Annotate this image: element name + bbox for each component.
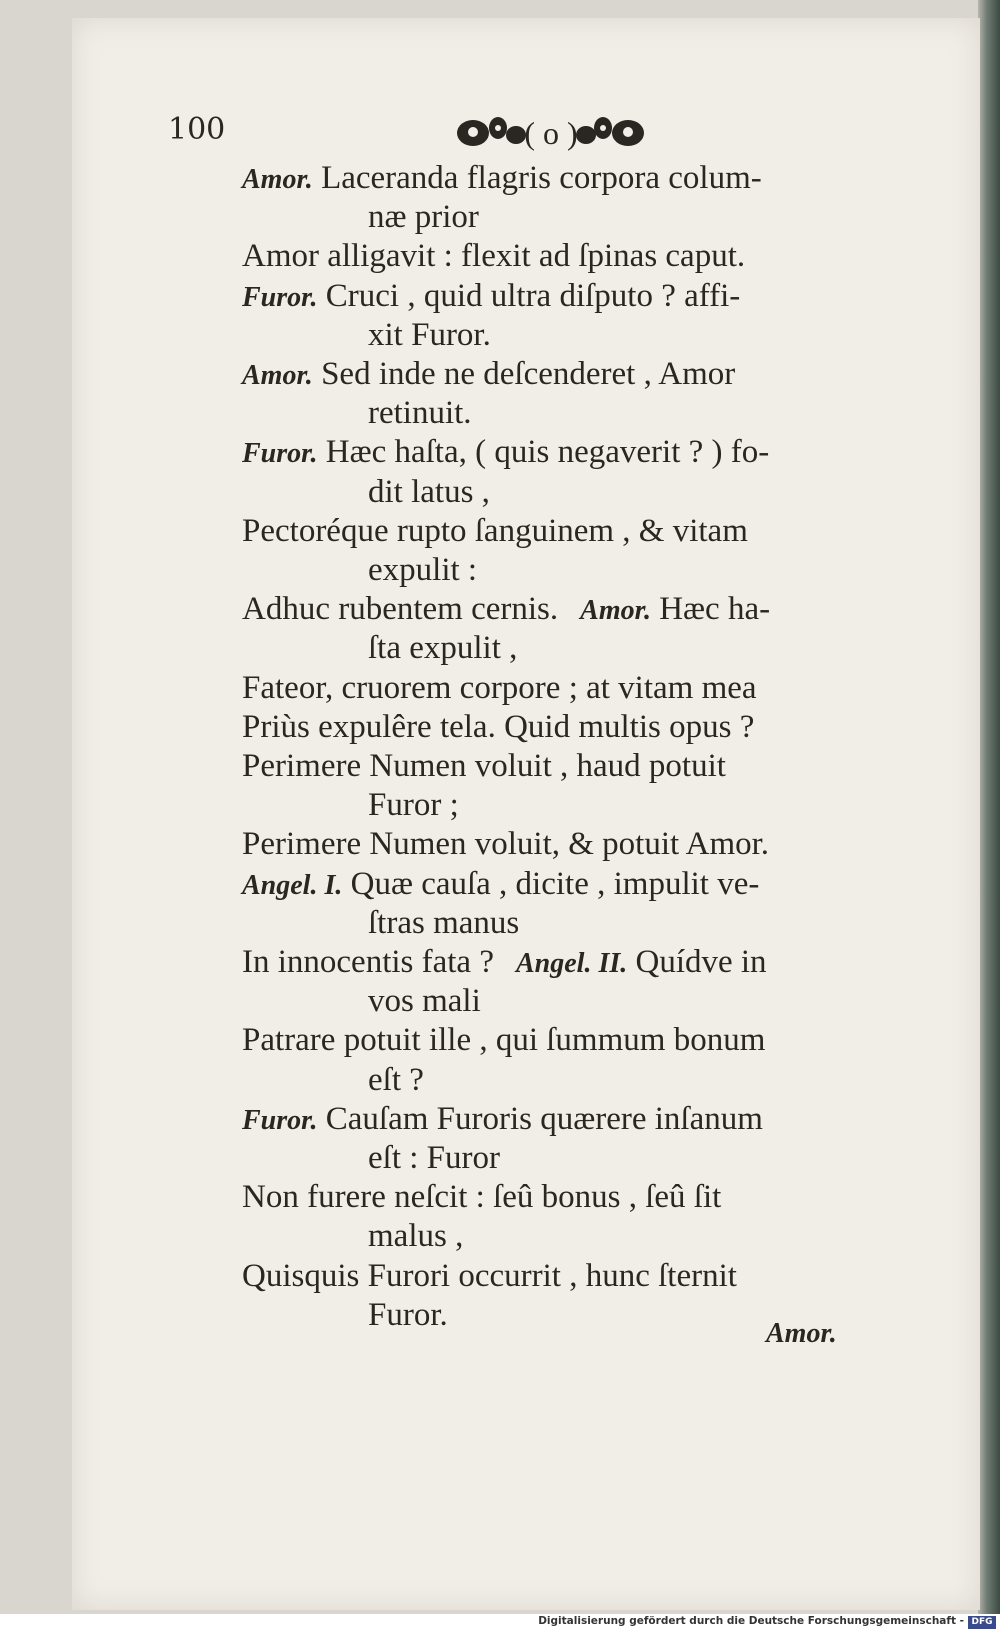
verse-text: In innocentis fata ? <box>242 944 494 980</box>
verse-text: Furor ; <box>368 787 459 824</box>
verse-text: dit latus , <box>368 473 490 510</box>
speaker-name: Angel. II. <box>515 948 628 979</box>
text-line <box>368 197 479 237</box>
speaker-name: Angel. I. <box>242 869 343 901</box>
verse-text: expulit : <box>368 552 478 588</box>
text-line <box>242 1177 721 1217</box>
speaker-name: Amor. <box>242 360 313 391</box>
verse-text: Sed inde ne deſcenderet , Amor <box>312 356 736 392</box>
text-line <box>368 550 477 590</box>
verse-text: Perimere Numen voluit , haud potuit <box>242 748 726 784</box>
text-line <box>368 981 481 1021</box>
verse-text: Pectoréque rupto ſanguinem , & vitam <box>242 512 748 549</box>
running-head <box>168 108 688 158</box>
text-line <box>242 354 735 394</box>
speaker-name: Amor. <box>580 595 651 627</box>
text-line <box>242 432 769 472</box>
verse-text: Patrare potuit ille , qui ſummum bonum <box>242 1022 766 1059</box>
text-line <box>368 1295 448 1335</box>
verse-text: Quisquis Furori occurrit , hunc ſternit <box>242 1257 737 1294</box>
verse-text: Fateor, cruorem corpore ; at vitam mea <box>242 669 757 706</box>
speaker-name: Furor. <box>242 1104 318 1136</box>
ornament-icon <box>168 108 688 158</box>
text-line <box>242 668 757 708</box>
text-line <box>368 903 519 943</box>
text-line <box>368 315 491 355</box>
text-line <box>368 628 517 668</box>
verse-text: Cauſam Furoris quærere inſanum <box>317 1100 763 1137</box>
text-line <box>242 1020 765 1060</box>
text-line <box>368 393 472 433</box>
text-line <box>242 1256 737 1296</box>
verse-text: Furor. <box>368 1296 448 1333</box>
digitization-footer <box>0 1614 1000 1632</box>
text-line <box>242 511 748 551</box>
ornament-center: ( o ) <box>524 115 578 151</box>
text-line <box>368 1138 500 1178</box>
text-line <box>242 864 759 904</box>
text-line <box>242 236 745 276</box>
verse-text: Non furere neſcit : ſeû bonus , ſeû ſit <box>242 1179 722 1216</box>
text-line <box>242 746 726 786</box>
catchword: Amor. <box>766 1318 837 1349</box>
verse-text: Perimere Numen voluit, & potuit Amor. <box>242 826 770 863</box>
speaker-name: Furor. <box>242 281 318 313</box>
text-line <box>242 158 762 198</box>
verse-text: næ prior <box>368 199 479 236</box>
dfg-logo-icon: DFG <box>968 1616 996 1629</box>
verse-text: retinuit. <box>368 395 472 432</box>
verse-text: Quæ cauſa , dicite , impulit ve- <box>342 865 760 902</box>
verse-text: Priùs expulêre tela. Quid multis opus ? <box>242 708 755 745</box>
page-number: 100 <box>168 112 226 147</box>
text-line <box>368 1216 463 1256</box>
verse-text: Adhuc rubentem cernis. <box>242 591 559 628</box>
book-binding-edge <box>978 0 1000 1614</box>
verse-text: ſta expulit , <box>368 630 518 667</box>
text-line <box>242 1099 763 1139</box>
text-line <box>242 824 769 864</box>
speaker-name: Amor. <box>242 164 313 195</box>
verse-text: ſtras manus <box>368 904 520 941</box>
text-line <box>368 785 459 825</box>
verse-text: Hæc haſta, ( quis negaverit ? ) fo- <box>317 434 770 471</box>
verse-text: Amor alligavit : flexit ad ſpinas caput. <box>242 238 746 275</box>
verse-text: Hæc ha- <box>650 591 771 628</box>
verse-text: Laceranda flagris corpora colum- <box>312 160 762 196</box>
text-line <box>242 707 754 747</box>
verse-text: malus , <box>368 1218 464 1255</box>
verse-text: Quídve in <box>627 944 767 980</box>
verse-text: eſt ? <box>368 1061 424 1098</box>
text-line <box>242 942 767 982</box>
verse-text: vos mali <box>368 983 481 1020</box>
speaker-name: Furor. <box>242 438 318 470</box>
verse-text: xit Furor. <box>368 316 491 353</box>
footer-credit: Digitalisierung gefördert durch die Deutsche Forschungsgemeinschaft - <box>538 1615 964 1627</box>
text-line <box>368 1060 424 1100</box>
text-line <box>242 589 770 629</box>
text-line <box>242 276 740 316</box>
verse-text: Cruci , quid ultra diſputo ? affi- <box>317 277 741 314</box>
text-line <box>368 472 490 512</box>
verse-text: eſt : Furor <box>368 1140 500 1176</box>
